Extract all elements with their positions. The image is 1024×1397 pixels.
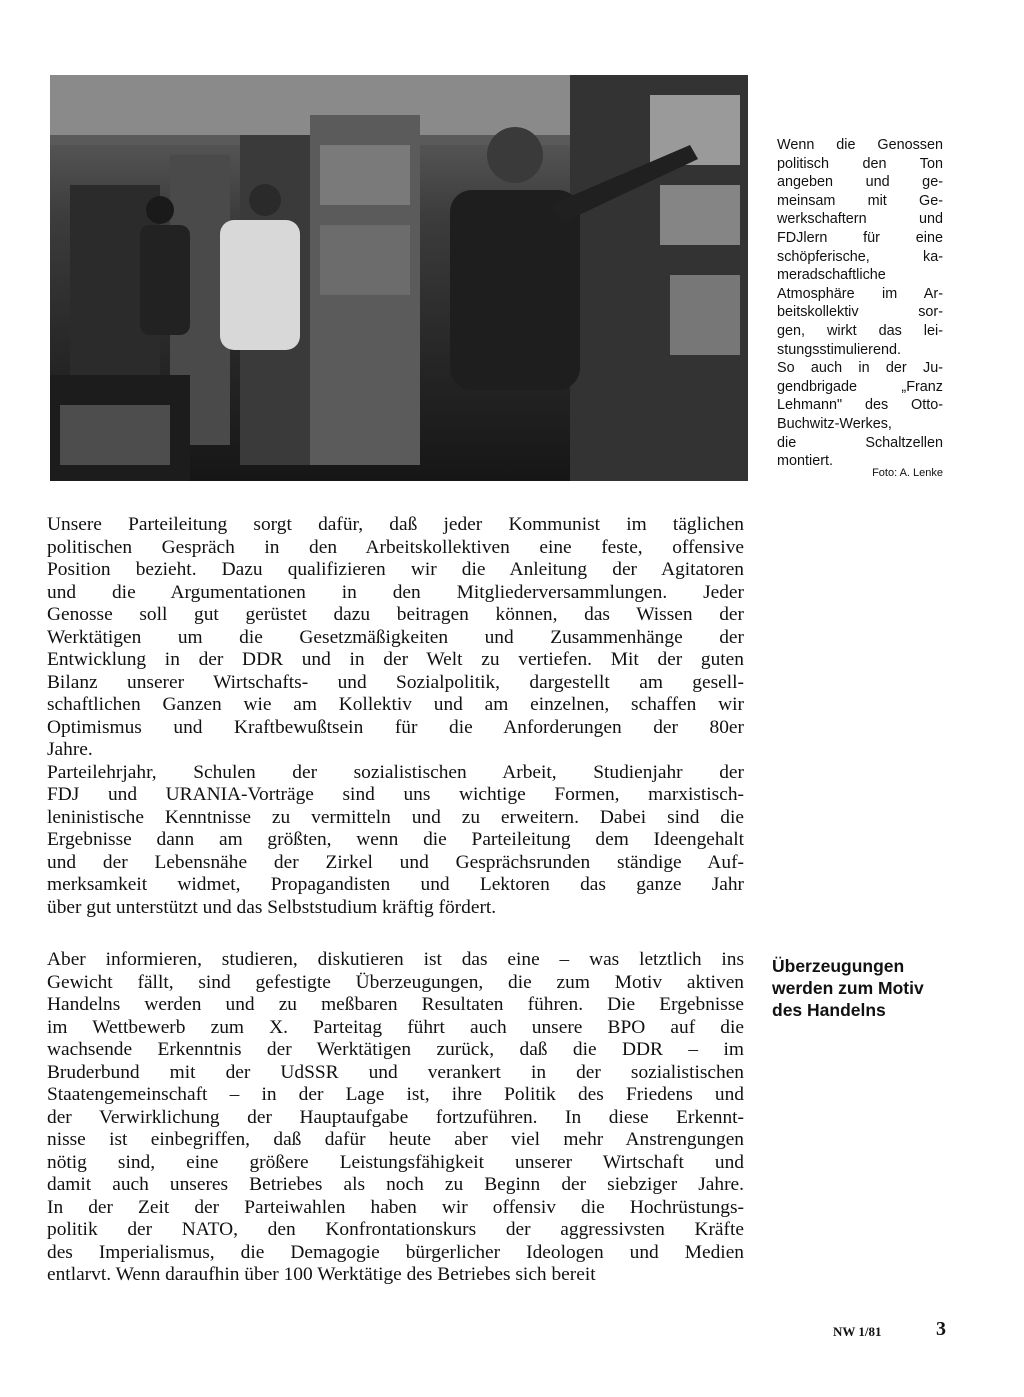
text-line: im Wettbewerb zum X. Parteitag führt auch unsere BPO auf die <box>47 1016 744 1038</box>
text-line: nötig sind, eine größere Leistungsfähigkeit unserer Wirtschaft und <box>47 1151 744 1173</box>
caption-line: werkschaftern und <box>777 211 943 228</box>
text-line: Entwicklung in der DDR und in der Welt zu vertiefen. Mit der guten <box>47 649 744 670</box>
text-line: der Verwirklichung der Hauptaufgabe fortzuführen. In diese Erkennt- <box>47 1106 744 1128</box>
caption-line: Buchwitz-Werkes, <box>777 415 892 432</box>
caption-line: stungsstimulierend. <box>777 341 901 358</box>
text-line: Genosse soll gut gerüstet dazu beitragen können, das Wissen der <box>47 604 744 625</box>
photo-credit: Foto: A. Lenke <box>872 467 943 479</box>
text-line: Bruderbund mit der UdSSR und verankert in der sozialistischen <box>47 1061 744 1083</box>
text-line: des Imperialismus, die Demagogie bürgerlicher Ideologen und Medien <box>47 1241 744 1263</box>
text-line: und der Lebensnähe der Zirkel und Gesprächsrunden ständige Auf- <box>47 851 744 873</box>
worker-body-left <box>140 225 190 335</box>
text-line: Jahre. <box>47 739 93 760</box>
caption-line: angeben und ge- <box>777 174 943 191</box>
worker-head-left <box>146 196 174 224</box>
marginal-heading-line: werden zum Motiv <box>772 978 924 998</box>
caption-line: Atmosphäre im Ar- <box>777 285 943 302</box>
photo-illustration <box>50 75 748 481</box>
text-line: Optimismus und Kraftbewußtsein für die Anforderungen der 80er <box>47 716 744 738</box>
text-line: Werktätigen um die Gesetzmäßigkeiten und Zusammenhänge der <box>47 626 744 648</box>
marginal-heading <box>772 955 962 1021</box>
text-line: Bilanz unserer Wirtschafts- und Sozialpolitik, dargestellt am gesell- <box>47 671 744 693</box>
text-line: entlarvt. Wenn daraufhin über 100 Werktätige des Betriebes sich bereit <box>47 1264 596 1285</box>
body-paragraph-1 <box>47 514 744 919</box>
worker-body-middle <box>220 220 300 350</box>
text-line: merksamkeit widmet, Propagandisten und Lektoren das ganze Jahr <box>47 874 744 895</box>
text-line: politik der NATO, den Konfrontationskurs der aggressivsten Kräfte <box>47 1219 744 1240</box>
text-line: Position bezieht. Dazu qualifizieren wir die Anleitung der Agitatoren <box>47 559 744 580</box>
marginal-heading-line: des Handelns <box>772 1000 886 1020</box>
text-line: schaftlichen Ganzen wie am Kollektiv und am einzelnen, schaffen wir <box>47 694 744 715</box>
text-line: Gewicht fällt, sind gefestigte Überzeugungen, die zum Motiv aktiven <box>47 971 744 993</box>
caption-line: So auch in der Ju- <box>777 360 943 377</box>
page-number: 3 <box>936 1318 946 1340</box>
text-line: über gut unterstützt und das Selbststudium kräftig fördert. <box>47 896 497 918</box>
text-line: Parteilehrjahr, Schulen der sozialistischen Arbeit, Studienjahr der <box>47 761 744 783</box>
caption-line: meradschaftliche <box>777 267 886 284</box>
text-line: Unsere Parteileitung sorgt dafür, daß jeder Kommunist im täglichen <box>47 514 744 535</box>
caption-line: die Schaltzellen <box>777 434 943 451</box>
worker-head-right <box>487 127 543 183</box>
caption-line: meinsam mit Ge- <box>777 192 943 209</box>
text-line: Staatengemeinschaft – in der Lage ist, ihre Politik des Friedens und <box>47 1084 744 1105</box>
caption-line: beitskollektiv sor- <box>777 304 943 321</box>
text-line: nisse ist einbegriffen, daß dafür heute aber viel mehr Anstrengungen <box>47 1129 744 1150</box>
caption-line: montiert. <box>777 453 833 470</box>
caption-line: FDJlern für eine <box>777 229 943 246</box>
worker-head-middle <box>249 184 281 216</box>
photo-caption <box>777 136 943 471</box>
issue-label: NW 1/81 <box>833 1324 882 1339</box>
text-line: damit auch unseres Betriebes als noch zu Beginn der siebziger Jahre. <box>47 1174 744 1195</box>
text-line: leninistische Kenntnisse zu vermitteln und zu erweitern. Dabei sind die <box>47 806 744 828</box>
marginal-heading-line: Überzeugungen <box>772 956 905 976</box>
text-line: Aber informieren, studieren, diskutieren ist das eine – was letztlich ins <box>47 949 744 970</box>
caption-line: Wenn die Genossen <box>777 137 943 153</box>
text-line: Handelns werden und zu meßbaren Resultaten führen. Die Ergebnisse <box>47 994 744 1015</box>
text-line: In der Zeit der Parteiwahlen haben wir offensiv die Hochrüstungs- <box>47 1196 744 1218</box>
text-line: politischen Gespräch in den Arbeitskollektiven eine feste, offensive <box>47 536 744 558</box>
caption-line: Lehmann" des Otto- <box>777 397 943 414</box>
text-line: wachsende Erkenntnis der Werktätigen zurück, daß die DDR – im <box>47 1039 744 1060</box>
caption-line: schöpferische, ka- <box>777 248 943 265</box>
text-line: und die Argumentationen in den Mitgliederversammlungen. Jeder <box>47 581 744 603</box>
caption-line: politisch den Ton <box>777 155 943 172</box>
text-line: Ergebnisse dann am größten, wenn die Parteileitung dem Ideengehalt <box>47 829 744 850</box>
body-paragraph-2 <box>47 949 744 1287</box>
photo-workers-at-switchgear-cabinets <box>50 75 748 481</box>
text-line: FDJ und URANIA-Vorträge sind uns wichtige Formen, marxistisch- <box>47 784 744 805</box>
caption-line: gen, wirkt das lei- <box>777 322 943 339</box>
caption-line: gendbrigade „Franz <box>777 378 943 395</box>
